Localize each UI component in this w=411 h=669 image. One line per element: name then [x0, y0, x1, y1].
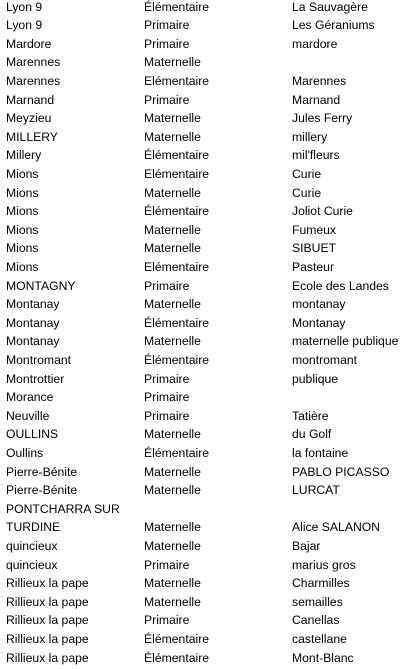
table-row	[0, 221, 411, 240]
table-row	[0, 593, 411, 612]
commune-cell: Rillieux la pape	[6, 631, 89, 646]
commune-cell: Rillieux la pape	[6, 650, 89, 665]
school-type-cell: Élémentaire	[144, 148, 210, 163]
school-name-cell: Curie	[292, 166, 322, 181]
school-type-cell: Primaire	[144, 557, 190, 572]
school-name-cell: Marnand	[292, 92, 341, 107]
table-row	[0, 53, 411, 72]
table-row	[0, 444, 411, 463]
table-row	[0, 388, 411, 407]
commune-cell: Montanay	[6, 297, 60, 312]
commune-cell: Marennes	[6, 55, 61, 70]
school-name-cell: la fontaine	[292, 445, 349, 460]
school-type-cell: Maternelle	[144, 576, 201, 591]
table-row	[0, 370, 411, 389]
school-type-cell: Maternelle	[144, 129, 201, 144]
school-type-cell: Primaire	[144, 18, 190, 33]
school-type-cell: Primaire	[144, 36, 190, 51]
commune-cell: Mions	[6, 241, 39, 256]
school-name-cell: Mont-Blanc	[292, 650, 354, 665]
school-name-cell: Alice SALANON	[292, 520, 381, 535]
school-type-cell: Elémentaire	[144, 166, 210, 181]
school-name-cell: Curie	[292, 185, 322, 200]
commune-cell: Marnand	[6, 92, 55, 107]
commune-cell: Lyon 9	[6, 18, 43, 33]
school-type-cell: Maternelle	[144, 111, 201, 126]
school-name-cell: Marennes	[292, 73, 347, 88]
table-row	[0, 258, 411, 277]
table-row	[0, 0, 411, 16]
table-row	[0, 239, 411, 258]
commune-cell: Montromant	[6, 352, 72, 367]
table-row	[0, 481, 411, 500]
school-type-cell: Élémentaire	[144, 352, 210, 367]
school-type-cell: Primaire	[144, 408, 190, 423]
school-type-cell: Élémentaire	[144, 204, 210, 219]
school-type-cell: Elémentaire	[144, 73, 210, 88]
school-name-cell: Ecole des Landes	[292, 278, 389, 293]
commune-cell: TURDINE	[6, 520, 61, 535]
table-row	[0, 630, 411, 649]
table-row	[0, 332, 411, 351]
commune-cell: Rillieux la pape	[6, 594, 89, 609]
school-name-cell: montromant	[292, 352, 358, 367]
school-type-cell: Elémentaire	[144, 259, 210, 274]
commune-cell: Montrottier	[6, 371, 65, 386]
school-name-cell: Bajar	[292, 538, 321, 553]
school-name-cell: maternelle publique	[292, 334, 399, 349]
school-name-cell: Charmilles	[292, 576, 350, 591]
school-name-cell: millery	[292, 129, 328, 144]
table-row	[0, 202, 411, 221]
school-name-cell: mil'fleurs	[292, 148, 340, 163]
school-name-cell: montanay	[292, 297, 346, 312]
school-type-cell: Maternelle	[144, 55, 201, 70]
school-type-cell: Maternelle	[144, 297, 201, 312]
school-name-cell: marius gros	[292, 557, 356, 572]
school-name-cell: Les Géraniums	[292, 18, 375, 33]
school-type-cell: Primaire	[144, 92, 190, 107]
table-row	[0, 537, 411, 556]
table-row	[0, 16, 411, 35]
table-row	[0, 425, 411, 444]
school-type-cell: Primaire	[144, 278, 190, 293]
table-row	[0, 649, 411, 668]
commune-cell: Pierre-Bénite	[6, 464, 78, 479]
table-row	[0, 500, 411, 519]
commune-cell: Mions	[6, 204, 39, 219]
commune-cell: Pierre-Bénite	[6, 483, 78, 498]
table-row	[0, 35, 411, 54]
commune-cell: Morance	[6, 390, 54, 405]
table-row	[0, 277, 411, 296]
table-row	[0, 109, 411, 128]
school-name-cell: du Golf	[292, 427, 332, 442]
school-name-cell: semailles	[292, 594, 343, 609]
school-type-cell: Élémentaire	[144, 631, 210, 646]
commune-cell: Montanay	[6, 334, 60, 349]
commune-cell: Montanay	[6, 315, 60, 330]
school-type-cell: Primaire	[144, 390, 190, 405]
school-type-cell: Élémentaire	[144, 445, 210, 460]
school-name-cell: Canellas	[292, 613, 340, 628]
school-type-cell: Maternelle	[144, 464, 201, 479]
commune-cell: Rillieux la pape	[6, 576, 89, 591]
school-type-cell: Maternelle	[144, 222, 201, 237]
school-type-cell: Élémentaire	[144, 315, 210, 330]
table-row	[0, 463, 411, 482]
commune-cell: Meyzieu	[6, 111, 52, 126]
commune-cell: MONTAGNY	[6, 278, 76, 293]
commune-cell: Marennes	[6, 73, 61, 88]
school-type-cell: Maternelle	[144, 241, 201, 256]
commune-cell: MILLERY	[6, 129, 58, 144]
school-type-cell: Maternelle	[144, 520, 201, 535]
commune-cell: Mions	[6, 259, 39, 274]
school-name-cell: LURCAT	[292, 483, 340, 498]
school-type-cell: Maternelle	[144, 483, 201, 498]
table-row	[0, 351, 411, 370]
table-row	[0, 165, 411, 184]
table-row	[0, 518, 411, 537]
commune-cell: Mardore	[6, 36, 52, 51]
table-row	[0, 184, 411, 203]
school-type-cell: Maternelle	[144, 538, 201, 553]
school-name-cell: Tatière	[292, 408, 329, 423]
commune-cell: Millery	[6, 148, 42, 163]
table-row	[0, 314, 411, 333]
school-type-cell: Maternelle	[144, 594, 201, 609]
table-row	[0, 611, 411, 630]
table-row	[0, 556, 411, 575]
school-name-cell: La Sauvagère	[292, 0, 368, 14]
table-row	[0, 91, 411, 110]
table-row	[0, 407, 411, 426]
commune-cell: Mions	[6, 166, 39, 181]
school-name-cell: mardore	[292, 36, 338, 51]
school-name-cell: PABLO PICASSO	[292, 464, 390, 479]
school-type-cell: Maternelle	[144, 185, 201, 200]
commune-cell: Rillieux la pape	[6, 613, 89, 628]
table-row	[0, 72, 411, 91]
commune-cell: Mions	[6, 222, 39, 237]
table-row	[0, 128, 411, 147]
commune-cell: OULLINS	[6, 427, 59, 442]
commune-cell: quincieux	[6, 557, 58, 572]
table-row	[0, 146, 411, 165]
school-type-cell: Élémentaire	[144, 0, 210, 14]
school-name-cell: castellane	[292, 631, 347, 646]
school-name-cell: Montanay	[292, 315, 346, 330]
commune-cell: Neuville	[6, 408, 50, 423]
school-type-cell: Primaire	[144, 613, 190, 628]
commune-cell: PONTCHARRA SUR	[6, 501, 120, 516]
table-row	[0, 574, 411, 593]
table-row	[0, 295, 411, 314]
school-name-cell: Pasteur	[292, 259, 335, 274]
commune-cell: Oullins	[6, 445, 44, 460]
commune-cell: Lyon 9	[6, 0, 43, 14]
commune-cell: Mions	[6, 185, 39, 200]
school-type-cell: Primaire	[144, 371, 190, 386]
school-name-cell: SIBUET	[292, 241, 337, 256]
school-type-cell: Élémentaire	[144, 650, 210, 665]
school-name-cell: Jules Ferry	[292, 111, 353, 126]
commune-cell: quincieux	[6, 538, 58, 553]
school-type-cell: Maternelle	[144, 427, 201, 442]
school-name-cell: Joliot Curie	[292, 204, 353, 219]
school-name-cell: publique	[292, 371, 339, 386]
school-type-cell: Maternelle	[144, 334, 201, 349]
school-name-cell: Fumeux	[292, 222, 337, 237]
